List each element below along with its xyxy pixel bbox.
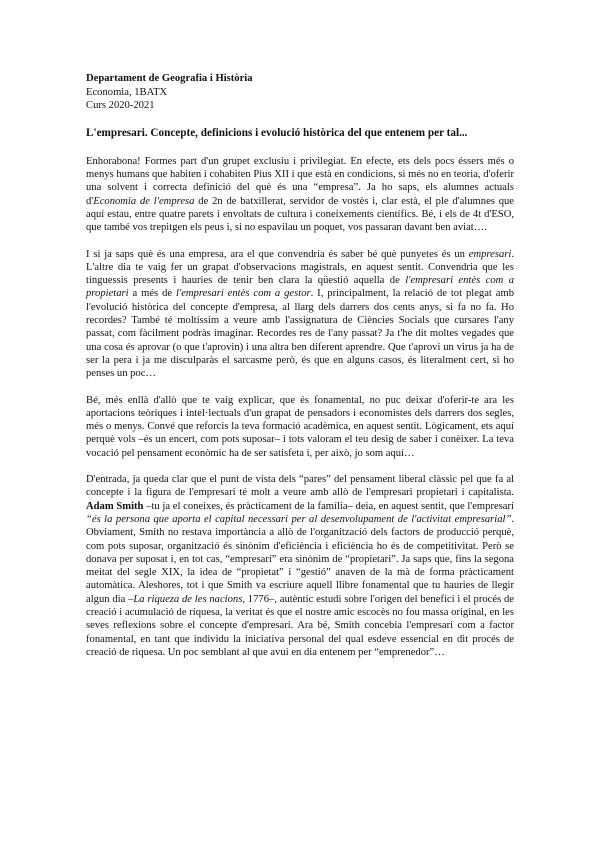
- p4-text-a: D'entrada, ja queda clar que el punt de vista dels “pares” del pensament liberal clàssic pel que fa al concepte i la figura de l'empresari té molt a veure amb allò de l'empresari propietari i capitalista.: [86, 474, 514, 499]
- p1-text-c: de 2n de batxillerat, servidor de vostès i, clar està, el ple d'alumnes que aquí estau, entre quatre parets i envoltats de cultura i coneixements científics. Bé, i els de 4t d'ESO, que també vos trepitgen els peus i, si no espavilau un poquet, vos passaran davant ben aviat….: [86, 195, 514, 234]
- paragraph-2: [86, 248, 514, 381]
- p2-italic-gestor: l'empresari entès com a gestor: [176, 288, 311, 300]
- department-name: Departament de Geografia i Història: [86, 73, 253, 84]
- p4-bold-adam-smith: Adam Smith: [86, 500, 144, 512]
- document-title: L'empresari. Concepte, definicions i evolució històrica del que entenem per tal...: [86, 126, 468, 139]
- p2-text-e: a més de: [128, 288, 176, 300]
- p4-text-e: . Obviament, Smith no restava importància a allò de l'organització dels factors de producció perquè, com pots suposar, organització és sinònim d'eficiència i eficiència ho és de competitivitat. Però se donava per suposat i, en tot cas, “empresari” era sinònim de “propietari”. Ja saps que, fins la segona meitat del segle XIX, la idea de “propietat” i “gestió” anaven de la mà de forma pràcticament automàtica. Aleshores, tot i que Smith va escriure aquell llibre fonamental que tu hauries de llegir algun dia –: [86, 513, 514, 605]
- school-year: Curs 2020-2021: [86, 100, 155, 112]
- p4-italic-quote: “és la persona que aporta el capital necessari per al desenvolupament de l'activitat empresarial”: [86, 513, 512, 525]
- document-header: [86, 72, 514, 113]
- p4-text-g: , 1776–, autèntic estudi sobre l'origen del benefici i el procés de creació i acumulació de riquesa, la veritat és que el nostre amic escocès no fou massa original, en les seves reflexions sobre el concepte d'empresari. Ara bé, Smith concebia l'empresari com a factor fonamental, en tant que individu la iniciativa personal del qual esdeve essencial en dit procés de creació de riquesa. Un poc semblant al que avui en dia entenem per “emprenedor”…: [86, 593, 515, 658]
- p1-text-a: Enhorabona! Formes part d'un grupet exclusiu i privilegiat. En efecte, ets dels pocs éssers més o menys humans que habiten i cohabiten Pius XII i que està en condicions, si més no en teoria, d'oferir una solvent i correcta definició del què és una “empresa”. Ja ho saps, els alumnes actuals d': [86, 155, 514, 207]
- p4-text-c: –tu ja el coneixes, és pràcticament de la família– deia, en aquest sentit, que l'empresari: [143, 500, 514, 512]
- paragraph-3: [86, 394, 514, 460]
- p3-text-a: Bé, més enllà d'allò que te vaig explicar, que és fonamental, no puc deixar d'oferir-te ara les aportacions teòriques i intel·lectuals d'un grapat de pensadors i economistes dels darrers dos segles, més o menys. Convé que reforcis la teva formació acadèmica, en aquest sentit. Lògicament, ets aquí perquè vols –és un encert, com pots suposar– i tots valoram el teu desig de saber i conèixer. La teva vocació pel pensament econòmic ha de ser satisfeta i, per això, jo som aquí…: [86, 394, 514, 459]
- p2-text-a: I si ja saps què és una empresa, ara el que convendria és saber bé què punyetes és un: [86, 248, 469, 260]
- p2-italic-propietari: l'empresari entès com a propietari: [86, 275, 514, 300]
- p2-text-c: . L'altre dia te vaig fer un grapat d'observacions magistrals, en aquest sentit. Convendria que les tinguessis presents i hauries de tenir ben clara la qüestió aquella de: [86, 248, 514, 287]
- p1-italic-subject: Economia de l'empresa: [93, 195, 195, 207]
- p4-italic-book-title: La riqueza de les nacions: [133, 593, 243, 605]
- paragraph-1: [86, 155, 514, 235]
- paragraph-4: [86, 473, 514, 659]
- p2-text-g: . I, principalment, la relació de tot plegat amb l'evolució històrica del concepte d'empresa, al llarg dels darrers dos cents anys, si fa no fa. Ho recordes? També té moltíssim a veure amb l'assignatura de Ciències Socials que cursares l'any passat, com fàcilment podràs imaginar. Recordes res de l'any passat? Ja t'he dit moltes vegades que una cosa és aprovar (o que t'aprovin) i una altra ben diferent aprendre. Que t'aprovi un virus ja ha de ser la pera i ja me disculparàs el sarcasme però, és que en alguns casos, és literalment cert, si ho penses un poc…: [86, 288, 514, 380]
- course-name: Economia, 1BATX: [86, 86, 168, 98]
- p2-italic-empresari: empresari: [468, 248, 512, 260]
